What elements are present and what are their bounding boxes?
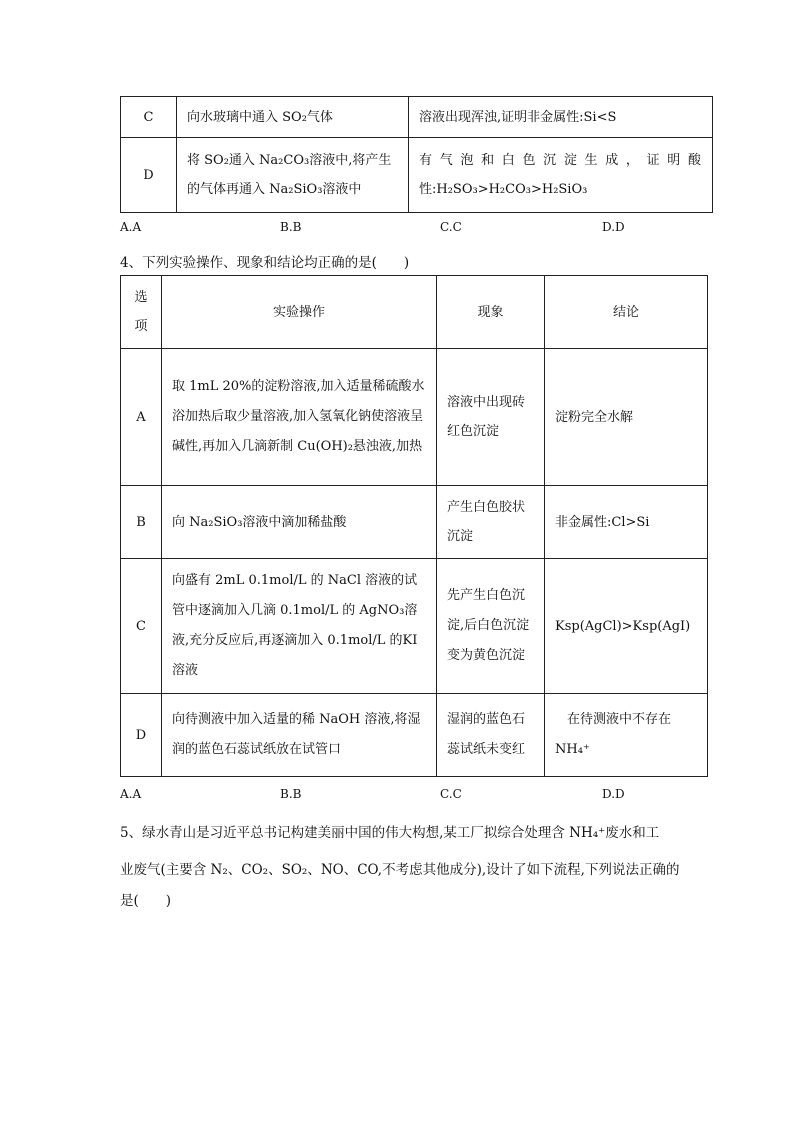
option-cell: C [121, 97, 177, 138]
question-5-line-3: 是( ) [120, 893, 172, 909]
result-line-2: 性:H₂SO₃>H₂CO₃>H₂SiO₃ [419, 182, 588, 197]
phenomenon-cell: 产生白色胶状沉淀 [437, 486, 545, 559]
table-row [121, 97, 713, 138]
operation-cell: 取 1mL 20%的淀粉溶液,加入适量稀硫酸水浴加热后取少量溶液,加入氢氧化钠使溶液呈碱性,再加入几滴新制 Cu(OH)₂悬浊液,加热 [162, 349, 437, 486]
conclusion-cell: Ksp(AgCl)>Ksp(AgI) [545, 559, 708, 694]
choice-a: A.A [120, 220, 142, 234]
table-row [121, 349, 708, 486]
table-row [121, 559, 708, 694]
conclusion-cell [545, 694, 708, 777]
answer-choices-q4 [120, 787, 710, 807]
choice-b: B.B [280, 220, 302, 234]
phenomenon-cell: 先产生白色沉淀,后白色沉淀变为黄色沉淀 [437, 559, 545, 694]
result-line-1: 有气泡和白色沉淀生成，证明酸 [419, 153, 702, 168]
phenomenon-cell: 溶液中出现砖红色沉淀 [437, 349, 545, 486]
table-header-row [121, 276, 708, 349]
option-cell: A [121, 349, 162, 486]
choice-d: D.D [602, 220, 625, 234]
choice-c: C.C [440, 220, 462, 234]
result-cell: 溶液出现浑浊,证明非金属性:Si<S [409, 97, 713, 138]
option-cell: B [121, 486, 162, 559]
choice-b: B.B [280, 787, 302, 801]
conclusion-cell: 非金属性:Cl>Si [545, 486, 708, 559]
question-5-line-1: 5、绿水青山是习近平总书记构建美丽中国的伟大构想,某工厂拟综合处理含 NH₄⁺废水和工 [120, 825, 660, 841]
option-cell: D [121, 694, 162, 777]
question-5-line-2: 业废气(主要含 N₂、CO₂、SO₂、NO、CO,不考虑其他成分),设计了如下流程,下列说法正确的 [120, 862, 680, 878]
result-cell [409, 138, 713, 213]
header-phenomenon: 现象 [437, 276, 545, 349]
operation-cell: 向 Na₂SiO₃溶液中滴加稀盐酸 [162, 486, 437, 559]
operation-cell: 将 SO₂通入 Na₂CO₃溶液中,将产生的气体再通入 Na₂SiO₃溶液中 [177, 138, 409, 213]
header-conclusion: 结论 [545, 276, 708, 349]
conclusion-line-2: NH₄⁺ [555, 742, 590, 757]
conclusion-cell: 淀粉完全水解 [545, 349, 708, 486]
option-cell: C [121, 559, 162, 694]
experiment-table-q4 [120, 275, 708, 777]
operation-cell: 向待测液中加入适量的稀 NaOH 溶液,将湿润的蓝色石蕊试纸放在试管口 [162, 694, 437, 777]
header-operation: 实验操作 [162, 276, 437, 349]
choice-c: C.C [440, 787, 462, 801]
table-row [121, 694, 708, 777]
choice-d: D.D [602, 787, 625, 801]
answer-choices-q3 [120, 220, 710, 240]
options-table-q3 [120, 96, 713, 213]
question-4-stem: 4、下列实验操作、现象和结论均正确的是( ) [120, 255, 410, 271]
operation-cell: 向水玻璃中通入 SO₂气体 [177, 97, 409, 138]
operation-cell: 向盛有 2mL 0.1mol/L 的 NaCl 溶液的试管中逐滴加入几滴 0.1mol/L 的 AgNO₃溶液,充分反应后,再逐滴加入 0.1mol/L 的KI溶液 [162, 559, 437, 694]
table-row [121, 138, 713, 213]
option-cell: D [121, 138, 177, 213]
conclusion-line-1: 在待测液中不存在 [567, 712, 672, 727]
choice-a: A.A [120, 787, 142, 801]
table-row [121, 486, 708, 559]
header-option: 选项 [121, 276, 162, 349]
phenomenon-cell: 湿润的蓝色石蕊试纸未变红 [437, 694, 545, 777]
